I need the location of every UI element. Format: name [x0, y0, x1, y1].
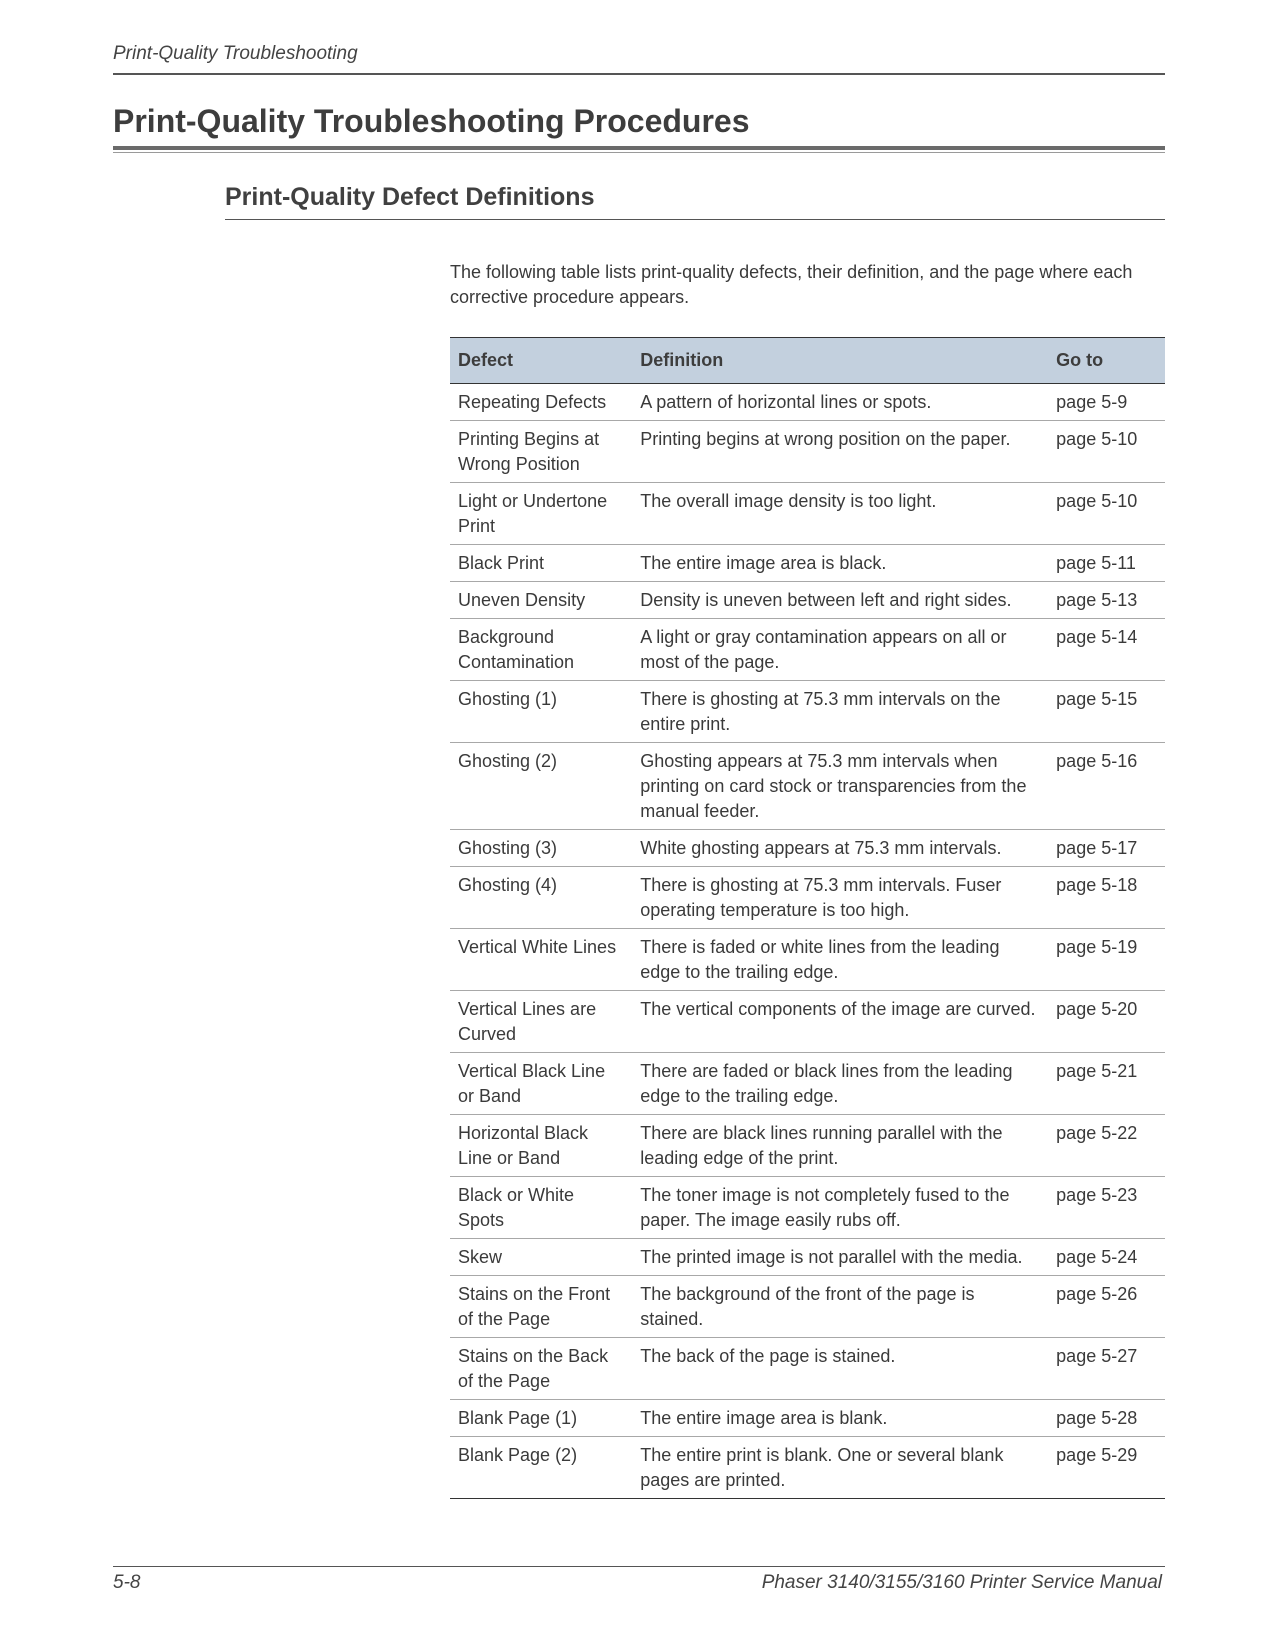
cell-defect: Horizontal Black Line or Band: [450, 1115, 632, 1177]
cell-definition: A pattern of horizontal lines or spots.: [632, 384, 1048, 421]
cell-goto: page 5-11: [1048, 545, 1165, 582]
cell-defect: Stains on the Front of the Page: [450, 1276, 632, 1338]
cell-goto: page 5-24: [1048, 1239, 1165, 1276]
cell-defect: Vertical Lines are Curved: [450, 991, 632, 1053]
footer-divider: [113, 1566, 1165, 1567]
cell-defect: Repeating Defects: [450, 384, 632, 421]
table-row: [450, 483, 1165, 545]
running-head: Print-Quality Troubleshooting: [113, 43, 358, 64]
cell-definition: The toner image is not completely fused to the paper. The image easily rubs off.: [632, 1177, 1048, 1239]
cell-definition: The entire image area is blank.: [632, 1400, 1048, 1437]
column-header-goto: Go to: [1048, 338, 1165, 384]
cell-goto: page 5-22: [1048, 1115, 1165, 1177]
cell-goto: page 5-9: [1048, 384, 1165, 421]
cell-definition: The entire image area is black.: [632, 545, 1048, 582]
table-row: [450, 991, 1165, 1053]
cell-definition: There are black lines running parallel with the leading edge of the print.: [632, 1115, 1048, 1177]
table-row: [450, 743, 1165, 830]
cell-definition: There are faded or black lines from the leading edge to the trailing edge.: [632, 1053, 1048, 1115]
cell-goto: page 5-13: [1048, 582, 1165, 619]
cell-defect: Printing Begins at Wrong Position: [450, 421, 632, 483]
table-row: [450, 1239, 1165, 1276]
cell-goto: page 5-16: [1048, 743, 1165, 830]
cell-goto: page 5-23: [1048, 1177, 1165, 1239]
cell-goto: page 5-10: [1048, 421, 1165, 483]
table-row: [450, 1177, 1165, 1239]
table-row: [450, 681, 1165, 743]
cell-defect: Ghosting (2): [450, 743, 632, 830]
column-header-defect: Defect: [450, 338, 632, 384]
cell-goto: page 5-14: [1048, 619, 1165, 681]
cell-definition: The overall image density is too light.: [632, 483, 1048, 545]
defect-table: [450, 337, 1165, 1499]
table-row: [450, 830, 1165, 867]
cell-defect: Vertical White Lines: [450, 929, 632, 991]
chapter-title: Print-Quality Troubleshooting Procedures: [113, 103, 750, 139]
chapter-title-rule-thin: [113, 152, 1165, 153]
chapter-title-rule: [113, 146, 1165, 150]
cell-definition: The vertical components of the image are curved.: [632, 991, 1048, 1053]
cell-goto: page 5-15: [1048, 681, 1165, 743]
cell-defect: Stains on the Back of the Page: [450, 1338, 632, 1400]
cell-defect: Black or White Spots: [450, 1177, 632, 1239]
column-header-definition: Definition: [632, 338, 1048, 384]
cell-goto: page 5-28: [1048, 1400, 1165, 1437]
cell-definition: The entire print is blank. One or several blank pages are printed.: [632, 1437, 1048, 1499]
cell-goto: page 5-26: [1048, 1276, 1165, 1338]
table-row: [450, 545, 1165, 582]
table-row: [450, 1338, 1165, 1400]
cell-defect: Uneven Density: [450, 582, 632, 619]
cell-goto: page 5-10: [1048, 483, 1165, 545]
cell-definition: There is faded or white lines from the leading edge to the trailing edge.: [632, 929, 1048, 991]
cell-defect: Background Contamination: [450, 619, 632, 681]
cell-defect: Blank Page (1): [450, 1400, 632, 1437]
cell-definition: Ghosting appears at 75.3 mm intervals when printing on card stock or transparencies from the manual feeder.: [632, 743, 1048, 830]
cell-definition: The back of the page is stained.: [632, 1338, 1048, 1400]
cell-definition: Printing begins at wrong position on the paper.: [632, 421, 1048, 483]
footer-page-number: 5-8: [113, 1572, 141, 1593]
cell-defect: Ghosting (4): [450, 867, 632, 929]
section-title-rule: [225, 219, 1165, 220]
cell-defect: Ghosting (3): [450, 830, 632, 867]
cell-defect: Light or Undertone Print: [450, 483, 632, 545]
cell-goto: page 5-18: [1048, 867, 1165, 929]
table-row: [450, 1276, 1165, 1338]
table-row: [450, 929, 1165, 991]
table-row: [450, 1115, 1165, 1177]
cell-goto: page 5-21: [1048, 1053, 1165, 1115]
cell-goto: page 5-17: [1048, 830, 1165, 867]
cell-definition: Density is uneven between left and right sides.: [632, 582, 1048, 619]
table-header-row: [450, 338, 1165, 384]
table-row: [450, 867, 1165, 929]
table-row: [450, 1053, 1165, 1115]
table-row: [450, 619, 1165, 681]
table-body: [450, 384, 1165, 1499]
cell-goto: page 5-27: [1048, 1338, 1165, 1400]
cell-definition: White ghosting appears at 75.3 mm intervals.: [632, 830, 1048, 867]
cell-definition: The printed image is not parallel with the media.: [632, 1239, 1048, 1276]
cell-goto: page 5-29: [1048, 1437, 1165, 1499]
footer-manual-title: Phaser 3140/3155/3160 Printer Service Manual: [761, 1572, 1162, 1593]
intro-paragraph: The following table lists print-quality defects, their definition, and the page where each corrective procedure appears.: [450, 262, 1133, 307]
header-divider: [113, 73, 1165, 75]
table-row: [450, 384, 1165, 421]
cell-defect: Blank Page (2): [450, 1437, 632, 1499]
cell-definition: There is ghosting at 75.3 mm intervals. Fuser operating temperature is too high.: [632, 867, 1048, 929]
cell-defect: Skew: [450, 1239, 632, 1276]
table-row: [450, 582, 1165, 619]
cell-definition: The background of the front of the page is stained.: [632, 1276, 1048, 1338]
cell-defect: Ghosting (1): [450, 681, 632, 743]
cell-goto: page 5-20: [1048, 991, 1165, 1053]
cell-defect: Vertical Black Line or Band: [450, 1053, 632, 1115]
section-title: Print-Quality Defect Definitions: [225, 183, 595, 211]
table-row: [450, 1437, 1165, 1499]
cell-goto: page 5-19: [1048, 929, 1165, 991]
cell-defect: Black Print: [450, 545, 632, 582]
table-row: [450, 421, 1165, 483]
cell-definition: A light or gray contamination appears on all or most of the page.: [632, 619, 1048, 681]
table-row: [450, 1400, 1165, 1437]
cell-definition: There is ghosting at 75.3 mm intervals on the entire print.: [632, 681, 1048, 743]
